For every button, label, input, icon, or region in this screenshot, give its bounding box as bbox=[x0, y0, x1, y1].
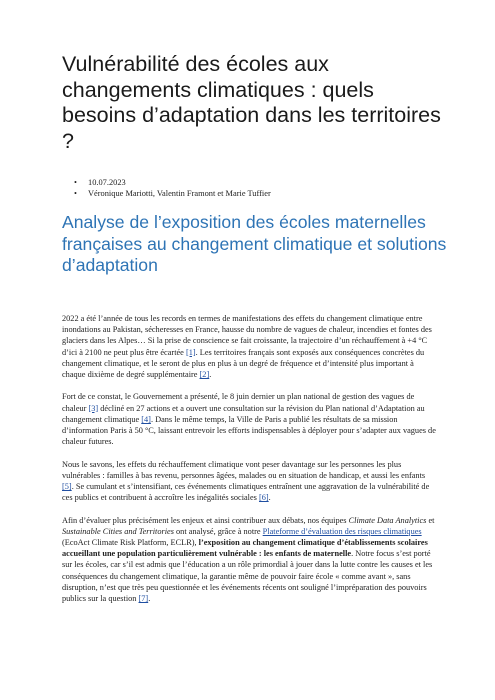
text: 2022 a été l’année de tous les records en termes de manifestations des effets du changement climatique entre inondations au Pakistan, sécheresses en France, hausse du nombre de vagues de chaleur, incendies et fontes des glaciers dans les Alpes… Si la prise de conscience se fait croissante, la trajectoire d’un réchauffement à +4 °C d’ici à 2100 ne peut plus être écartée bbox=[62, 314, 432, 357]
footnote-link-6[interactable]: [6] bbox=[258, 493, 269, 503]
text: Fort de ce constat, le Gouvernement a présenté, le 8 juin dernier un plan national de gestion des vagues de chaleur bbox=[62, 392, 415, 413]
footnote-link-5[interactable]: [5] bbox=[62, 482, 72, 492]
article-subtitle: Analyse de l’exposition des écoles maternelles françaises au changement climatique et solutions d’adaptation bbox=[62, 212, 447, 275]
article-body bbox=[62, 313, 437, 615]
paragraph-1 bbox=[62, 313, 437, 380]
text: et bbox=[426, 515, 435, 525]
text: . bbox=[148, 594, 151, 604]
text: . Se cumulant et s’intensifiant, ces événements climatiques entraînent une aggravation de la vulnérabilité de ces publics et contribuent à accroître les inégalités sociales bbox=[62, 482, 430, 503]
publish-date: 10.07.2023 bbox=[88, 178, 126, 187]
text: . Dans le même temps, la Ville de Paris a publié les résultats de sa mission d’information Paris à 50 °C, laissant entrevoir les efforts indispensables à déployer pour s’adapter aux vagues de chaleur futures. bbox=[62, 414, 436, 447]
article-meta bbox=[62, 177, 271, 199]
footnote-link-2[interactable]: [2] bbox=[199, 370, 210, 380]
key-finding: l’exposition au changement climatique d’établissements scolaires accueillant une population particulièrement vulnérable : les enfants de maternelle bbox=[62, 538, 428, 559]
text: . bbox=[268, 493, 271, 503]
meta-date bbox=[62, 177, 271, 188]
author-names: Véronique Mariotti, Valentin Framont et Marie Tuffier bbox=[88, 189, 271, 198]
article-title: Vulnérabilité des écoles aux changements climatiques : quels besoins d’adaptation dans les territoires ? bbox=[62, 52, 441, 153]
text: Afin d’évaluer plus précisément les enjeux et ainsi contribuer aux débats, nos équipes bbox=[62, 515, 349, 525]
bullet-icon: • bbox=[74, 189, 77, 198]
meta-authors bbox=[62, 188, 271, 199]
footnote-link-1[interactable]: [1] bbox=[185, 347, 196, 357]
team-name-sustainable-cities: Sustainable Cities and Territories bbox=[62, 526, 174, 536]
paragraph-2 bbox=[62, 391, 437, 447]
text: Nous le savons, les effets du réchauffement climatique vont peser davantage sur les personnes les plus vulnérables : familles à bas revenu, personnes âgées, malades ou en situation de handicap, et aussi les enfants bbox=[62, 459, 426, 480]
paragraph-4 bbox=[62, 515, 437, 605]
footnote-link-4[interactable]: [4] bbox=[141, 414, 151, 424]
footnote-link-3[interactable]: [3] bbox=[88, 403, 99, 413]
text: ont analysé, grâce à notre bbox=[173, 526, 263, 536]
text: . Notre focus s’est porté sur les écoles, car s’il est admis que l’éducation a un rôle primordial à jouer dans la lutte contre les causes et les conséquences du changement climatique, la garantie même de pouvoir faire école « comme avant », sans disruption, n’est que très peu questionnée et les événements récents ont souligné l’impréparation des pouvoirs publics sur la question bbox=[62, 549, 433, 604]
text: décliné en 27 actions et a ouvert une consultation sur la révision du Plan national d’Adaptation au changement climatique bbox=[62, 403, 425, 424]
paragraph-3 bbox=[62, 459, 437, 504]
bullet-icon: • bbox=[74, 178, 77, 187]
platform-link[interactable]: Plateforme d’évaluation des risques climatiques bbox=[262, 526, 422, 536]
text: . Les territoires français sont exposés aux conséquences concrètes du changement climatique, et le seront de plus en plus à un degré de fréquence et d’intensité plus important à chaque dixième de degré supplémentaire bbox=[62, 347, 425, 380]
text: (EcoAct Climate Risk Platform, ECLR), bbox=[62, 538, 199, 548]
text: . bbox=[209, 370, 212, 380]
footnote-link-7[interactable]: [7] bbox=[138, 594, 149, 604]
team-name-climate-data: Climate Data Analytics bbox=[348, 515, 427, 525]
